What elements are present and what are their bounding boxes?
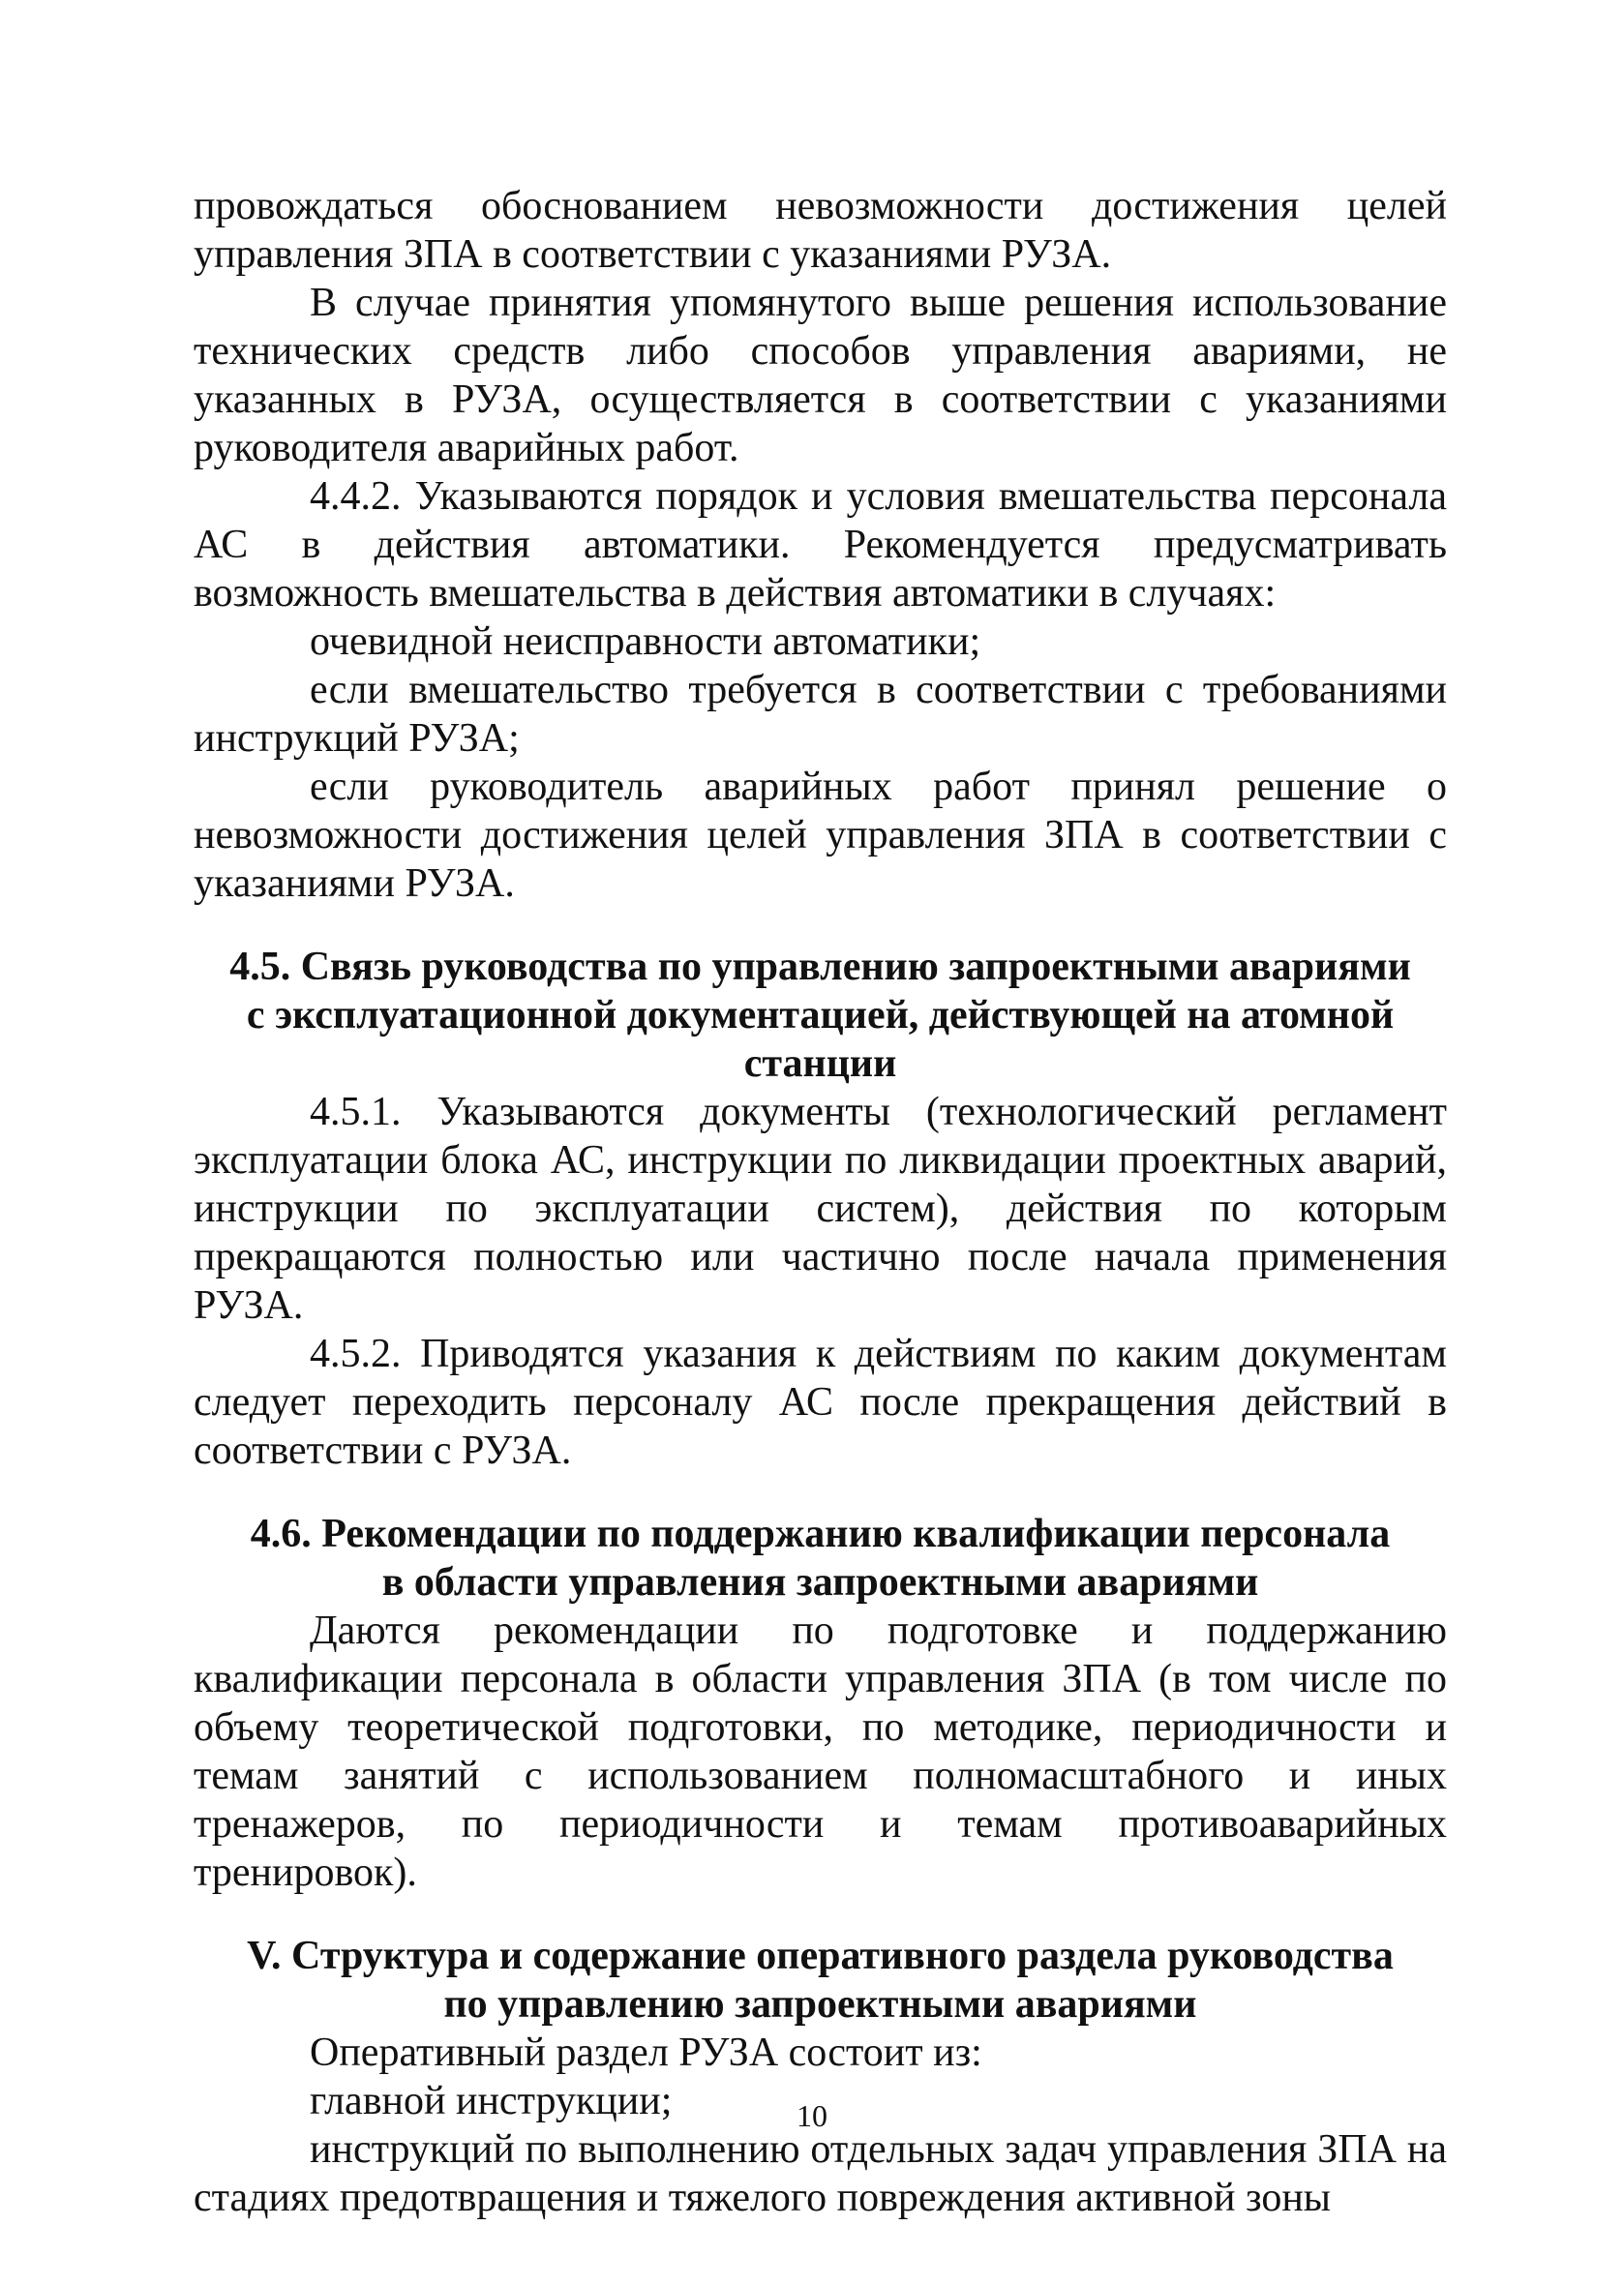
heading-line: 4.5. Связь руководства по управлению запроектными авариями [229,945,1411,989]
list-item: инструкций по выполнению отдельных задач управления ЗПА на стадиях предотвращения и тяжелого повреждения активной зоны [194,2127,1447,2220]
section-heading-4-5 [194,943,1447,1088]
heading-line: 4.6. Рекомендации по поддержанию квалификации персонала [250,1512,1391,1556]
paragraph: В случае принятия упомянутого выше решения использование технических средств либо способов управления авариями, не указанных в РУЗА, осуществляется в соответствии с указаниями руководителя аварийных работ. [194,281,1447,470]
heading-line: в области управления запроектными авариями [381,1560,1259,1605]
heading-line: V. Структура и содержание оперативного раздела руководства [247,1934,1394,1978]
paragraph: 4.5.1. Указываются документы (технологический регламент эксплуатации блока АС, инструкции по ликвидации проектных аварий, инструкции по эксплуатации систем), действия по которым прекращаются полностью или частично после начала применения РУЗА. [194,1090,1447,1328]
paragraph: Даются рекомендации по подготовке и поддержанию квалификации персонала в области управления ЗПА (в том числе по объему теоретической подготовки, по методике, периодичности и темам занятий с использованием полномасштабного и иных тренажеров, по периодичности и темам противоаварийных тренировок). [194,1609,1447,1895]
list-item: очевидной неисправности автоматики; [310,619,981,664]
heading-line: по управлению запроектными авариями [443,1982,1197,2027]
paragraph: 4.4.2. Указываются порядок и условия вмешательства персонала АС в действия автоматики. Рекомендуется предусматривать возможность вмешательства в действия автоматики в случаях: [194,474,1447,616]
paragraph: провождаться обоснованием невозможности достижения целей управления ЗПА в соответствии с указаниями РУЗА. [194,184,1447,277]
paragraph: Оперативный раздел РУЗА состоит из: [310,2030,982,2075]
section-heading-4-6 [194,1510,1447,1607]
heading-line: станции [743,1041,897,1086]
heading-line: с эксплуатационной документацией, действующей на атомной [246,993,1395,1038]
section-heading-V [194,1932,1447,2029]
page-number: 10 [797,2098,827,2133]
list-item: если вмешательство требуется в соответствии с требованиями инструкций РУЗА; [194,668,1447,761]
list-item: главной инструкции; [310,2079,673,2123]
paragraph: 4.5.2. Приводятся указания к действиям по каким документам следует переходить персоналу АС после прекращения действий в соответствии с РУЗА. [194,1332,1447,1473]
list-item: если руководитель аварийных работ принял решение о невозможности достижения целей управления ЗПА в соответствии с указаниями РУЗА. [194,765,1447,906]
document-page [194,182,1447,2222]
